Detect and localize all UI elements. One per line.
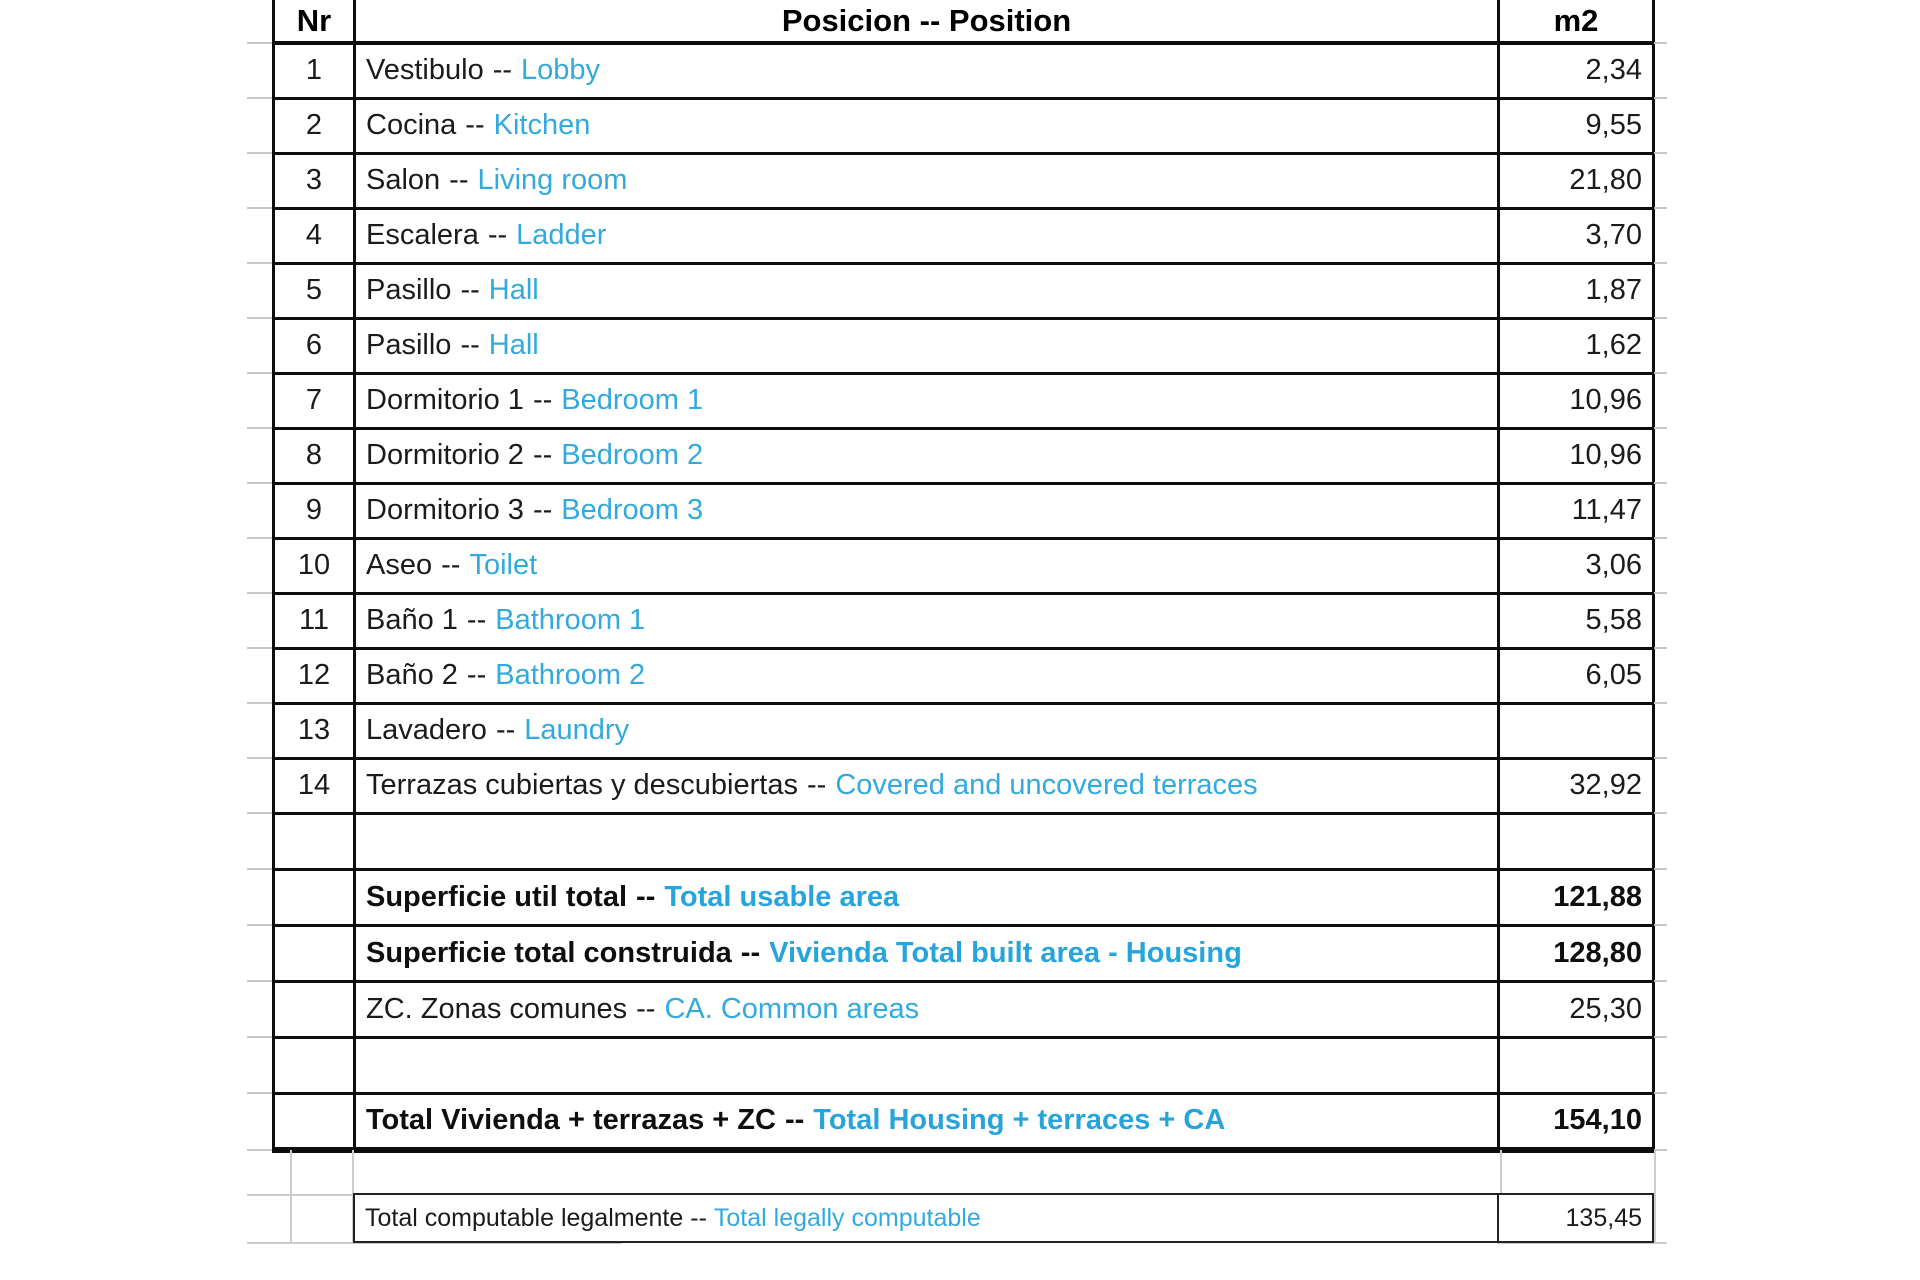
gridline-tick xyxy=(247,262,272,264)
gridline-vertical xyxy=(1654,1150,1656,1243)
position-cell xyxy=(355,43,1499,98)
nr-cell: 14 xyxy=(274,758,355,813)
gridline-tick xyxy=(1654,702,1667,704)
gridline-tick xyxy=(247,317,272,319)
area-cell: 2,34 xyxy=(1499,43,1654,98)
label-es: Superficie total construida xyxy=(366,936,732,969)
label-en: Bedroom 3 xyxy=(561,494,704,526)
table-row xyxy=(274,538,1654,593)
table-row xyxy=(274,43,1654,98)
gridline-tick xyxy=(247,592,272,594)
position-cell xyxy=(355,428,1499,483)
area-cell: 1,87 xyxy=(1499,263,1654,318)
gridline-tick xyxy=(247,757,272,759)
nr-cell: 9 xyxy=(274,483,355,538)
total-row xyxy=(274,925,1654,981)
nr-cell: 6 xyxy=(274,318,355,373)
label-es: Dormitorio 2 xyxy=(366,439,524,471)
label-separator: -- xyxy=(784,1104,805,1137)
gridline-vertical xyxy=(290,1150,292,1243)
nr-cell: 5 xyxy=(274,263,355,318)
table-row xyxy=(274,758,1654,813)
label-en: Bedroom 1 xyxy=(561,384,704,416)
label-separator: -- xyxy=(460,274,480,306)
label-separator: -- xyxy=(466,659,487,691)
gridline-tick xyxy=(247,97,272,99)
gridline-tick xyxy=(247,207,272,209)
total-row xyxy=(274,869,1654,925)
label-es: Baño 1 xyxy=(366,604,458,636)
position-cell xyxy=(355,318,1499,373)
grand-total-value-cell: 154,10 xyxy=(1499,1093,1654,1150)
gridline-tick xyxy=(1654,1092,1667,1094)
gridline-tick xyxy=(247,812,272,814)
nr-cell: 3 xyxy=(274,153,355,208)
label-en: Bathroom 1 xyxy=(495,604,646,636)
label-es: Lavadero xyxy=(366,714,487,746)
empty-nr-cell xyxy=(274,813,355,869)
label-en: CA. Common areas xyxy=(664,992,920,1025)
label-es: Cocina xyxy=(366,109,457,141)
gridline-tick xyxy=(247,152,272,154)
nr-cell xyxy=(274,1093,355,1150)
label-en: Laundry xyxy=(524,714,630,746)
label-separator: -- xyxy=(492,54,513,87)
gridline-tick xyxy=(247,1149,272,1151)
label-en: Vivienda Total built area - Housing xyxy=(769,936,1242,969)
label-en: Living room xyxy=(477,164,628,196)
label-separator: -- xyxy=(487,219,508,251)
gridline-tick xyxy=(1654,1036,1667,1038)
label-es: Aseo xyxy=(366,549,433,581)
position-cell xyxy=(355,648,1499,703)
table-row xyxy=(274,703,1654,758)
label-separator: -- xyxy=(806,769,827,801)
header-m2-cell: m2 xyxy=(1499,0,1654,43)
area-cell: 6,05 xyxy=(1499,648,1654,703)
label-separator: -- xyxy=(740,936,761,969)
header-position-cell: Posicion -- Position xyxy=(355,0,1499,43)
empty-area-cell xyxy=(1499,813,1654,869)
gridline-tick xyxy=(247,868,272,870)
gridline-tick xyxy=(1654,647,1667,649)
label-separator: -- xyxy=(495,714,516,746)
total-row xyxy=(274,981,1654,1037)
table-row xyxy=(274,98,1654,153)
gridline-tick xyxy=(247,1092,272,1094)
gridline-tick xyxy=(1654,924,1667,926)
header-row xyxy=(274,0,1654,43)
label-es: Total Vivienda + terrazas + ZC xyxy=(366,1104,776,1137)
position-cell xyxy=(355,208,1499,263)
table-row xyxy=(274,483,1654,538)
grand-total-row xyxy=(274,1093,1654,1150)
gridline-tick xyxy=(1654,812,1667,814)
position-cell xyxy=(355,593,1499,648)
gridline-tick xyxy=(247,427,272,429)
label-en: Lobby xyxy=(521,54,601,87)
label-en: Hall xyxy=(488,329,539,361)
empty-position-cell xyxy=(355,1037,1499,1093)
area-table-body xyxy=(274,0,1654,1150)
position-cell xyxy=(355,263,1499,318)
label-en: Covered and uncovered terraces xyxy=(835,769,1258,801)
label-en: Bathroom 2 xyxy=(495,659,646,691)
nr-cell: 13 xyxy=(274,703,355,758)
total-value-cell: 128,80 xyxy=(1499,925,1654,981)
gridline-tick xyxy=(247,42,272,44)
gridline-tick xyxy=(1654,372,1667,374)
area-cell: 11,47 xyxy=(1499,483,1654,538)
nr-cell xyxy=(274,981,355,1037)
label-es: Total computable legalmente xyxy=(365,1203,684,1232)
label-es: Superficie util total xyxy=(366,880,628,913)
label-separator: -- xyxy=(466,604,487,636)
label-es: Dormitorio 1 xyxy=(366,384,524,416)
nr-cell: 7 xyxy=(274,373,355,428)
total-label-cell xyxy=(355,925,1499,981)
gridline-tick xyxy=(1654,207,1667,209)
nr-cell: 12 xyxy=(274,648,355,703)
table-row xyxy=(274,263,1654,318)
area-cell: 10,96 xyxy=(1499,428,1654,483)
position-cell xyxy=(355,538,1499,593)
spreadsheet-area xyxy=(272,0,1692,1280)
label-separator: -- xyxy=(460,329,480,361)
gridline-tick xyxy=(1654,537,1667,539)
label-es: Pasillo xyxy=(366,274,452,306)
nr-cell: 8 xyxy=(274,428,355,483)
gridline-horizontal xyxy=(247,1194,353,1196)
label-es: ZC. Zonas comunes xyxy=(366,992,628,1025)
label-en: Bedroom 2 xyxy=(561,439,704,471)
empty-area-cell xyxy=(1499,1037,1654,1093)
area-cell: 3,06 xyxy=(1499,538,1654,593)
legal-total-label-cell xyxy=(354,1194,1498,1242)
empty-nr-cell xyxy=(274,1037,355,1093)
nr-cell: 2 xyxy=(274,98,355,153)
label-separator: -- xyxy=(690,1203,707,1232)
gridline-tick xyxy=(247,647,272,649)
position-cell xyxy=(355,703,1499,758)
gridline-tick xyxy=(1654,42,1667,44)
area-cell xyxy=(1499,703,1654,758)
position-cell xyxy=(355,153,1499,208)
label-en: Total legally computable xyxy=(713,1203,981,1232)
label-separator: -- xyxy=(449,164,469,196)
gridline-tick xyxy=(247,924,272,926)
gridline-tick xyxy=(247,537,272,539)
table-row xyxy=(274,208,1654,263)
legal-total-value-cell: 135,45 xyxy=(1498,1194,1653,1242)
label-es: Terrazas cubiertas y descubiertas xyxy=(366,769,798,801)
gridline-tick xyxy=(247,482,272,484)
label-en: Kitchen xyxy=(493,109,591,141)
label-es: Salon xyxy=(366,164,441,196)
label-separator: -- xyxy=(636,880,656,913)
gridline-tick xyxy=(1654,262,1667,264)
nr-cell: 10 xyxy=(274,538,355,593)
label-es: Vestibulo xyxy=(366,54,484,87)
position-cell xyxy=(355,98,1499,153)
nr-cell xyxy=(274,925,355,981)
total-label-cell xyxy=(355,981,1499,1037)
gridline-tick xyxy=(1654,482,1667,484)
label-es: Pasillo xyxy=(366,329,452,361)
label-en: Total usable area xyxy=(664,880,900,913)
table-row xyxy=(274,593,1654,648)
gridline-tick xyxy=(1654,757,1667,759)
empty-position-cell xyxy=(355,813,1499,869)
area-cell: 5,58 xyxy=(1499,593,1654,648)
gridline-tick xyxy=(247,1036,272,1038)
gridline-tick xyxy=(1654,427,1667,429)
total-label-cell xyxy=(355,869,1499,925)
nr-cell: 1 xyxy=(274,43,355,98)
gridline-tick xyxy=(1654,152,1667,154)
area-cell: 3,70 xyxy=(1499,208,1654,263)
gridline-tick xyxy=(1654,317,1667,319)
empty-row xyxy=(274,1037,1654,1093)
gridline-tick xyxy=(1654,1149,1667,1151)
nr-cell: 4 xyxy=(274,208,355,263)
header-nr-cell: Nr xyxy=(274,0,355,43)
area-table xyxy=(272,0,1655,1153)
position-cell xyxy=(355,758,1499,813)
label-separator: -- xyxy=(532,384,553,416)
label-en: Toilet xyxy=(469,549,538,581)
nr-cell xyxy=(274,869,355,925)
label-en: Total Housing + terraces + CA xyxy=(813,1104,1226,1137)
gridline-tick xyxy=(1654,980,1667,982)
label-es: Escalera xyxy=(366,219,479,251)
label-en: Ladder xyxy=(516,219,607,251)
position-cell xyxy=(355,373,1499,428)
gridline-tick xyxy=(1654,592,1667,594)
position-cell xyxy=(355,483,1499,538)
table-row xyxy=(274,153,1654,208)
label-separator: -- xyxy=(465,109,485,141)
empty-row xyxy=(274,813,1654,869)
area-cell: 9,55 xyxy=(1499,98,1654,153)
table-row xyxy=(274,428,1654,483)
nr-cell: 11 xyxy=(274,593,355,648)
legal-total-table xyxy=(353,1193,1654,1243)
gridline-vertical xyxy=(1500,1150,1502,1193)
area-cell: 10,96 xyxy=(1499,373,1654,428)
area-cell: 32,92 xyxy=(1499,758,1654,813)
area-cell: 1,62 xyxy=(1499,318,1654,373)
label-separator: -- xyxy=(441,549,461,581)
label-separator: -- xyxy=(636,992,656,1025)
label-separator: -- xyxy=(532,494,553,526)
gridline-tick xyxy=(247,980,272,982)
gridline-tick xyxy=(1654,97,1667,99)
legal-total-row xyxy=(354,1194,1653,1242)
total-value-cell: 25,30 xyxy=(1499,981,1654,1037)
grand-total-label-cell xyxy=(355,1093,1499,1150)
label-en: Hall xyxy=(488,274,539,306)
label-separator: -- xyxy=(532,439,553,471)
gridline-tick xyxy=(1654,868,1667,870)
area-cell: 21,80 xyxy=(1499,153,1654,208)
table-row xyxy=(274,318,1654,373)
table-row xyxy=(274,648,1654,703)
gridline-tick xyxy=(247,702,272,704)
table-row xyxy=(274,373,1654,428)
label-es: Baño 2 xyxy=(366,659,458,691)
total-value-cell: 121,88 xyxy=(1499,869,1654,925)
gridline-tick xyxy=(247,372,272,374)
label-es: Dormitorio 3 xyxy=(366,494,524,526)
